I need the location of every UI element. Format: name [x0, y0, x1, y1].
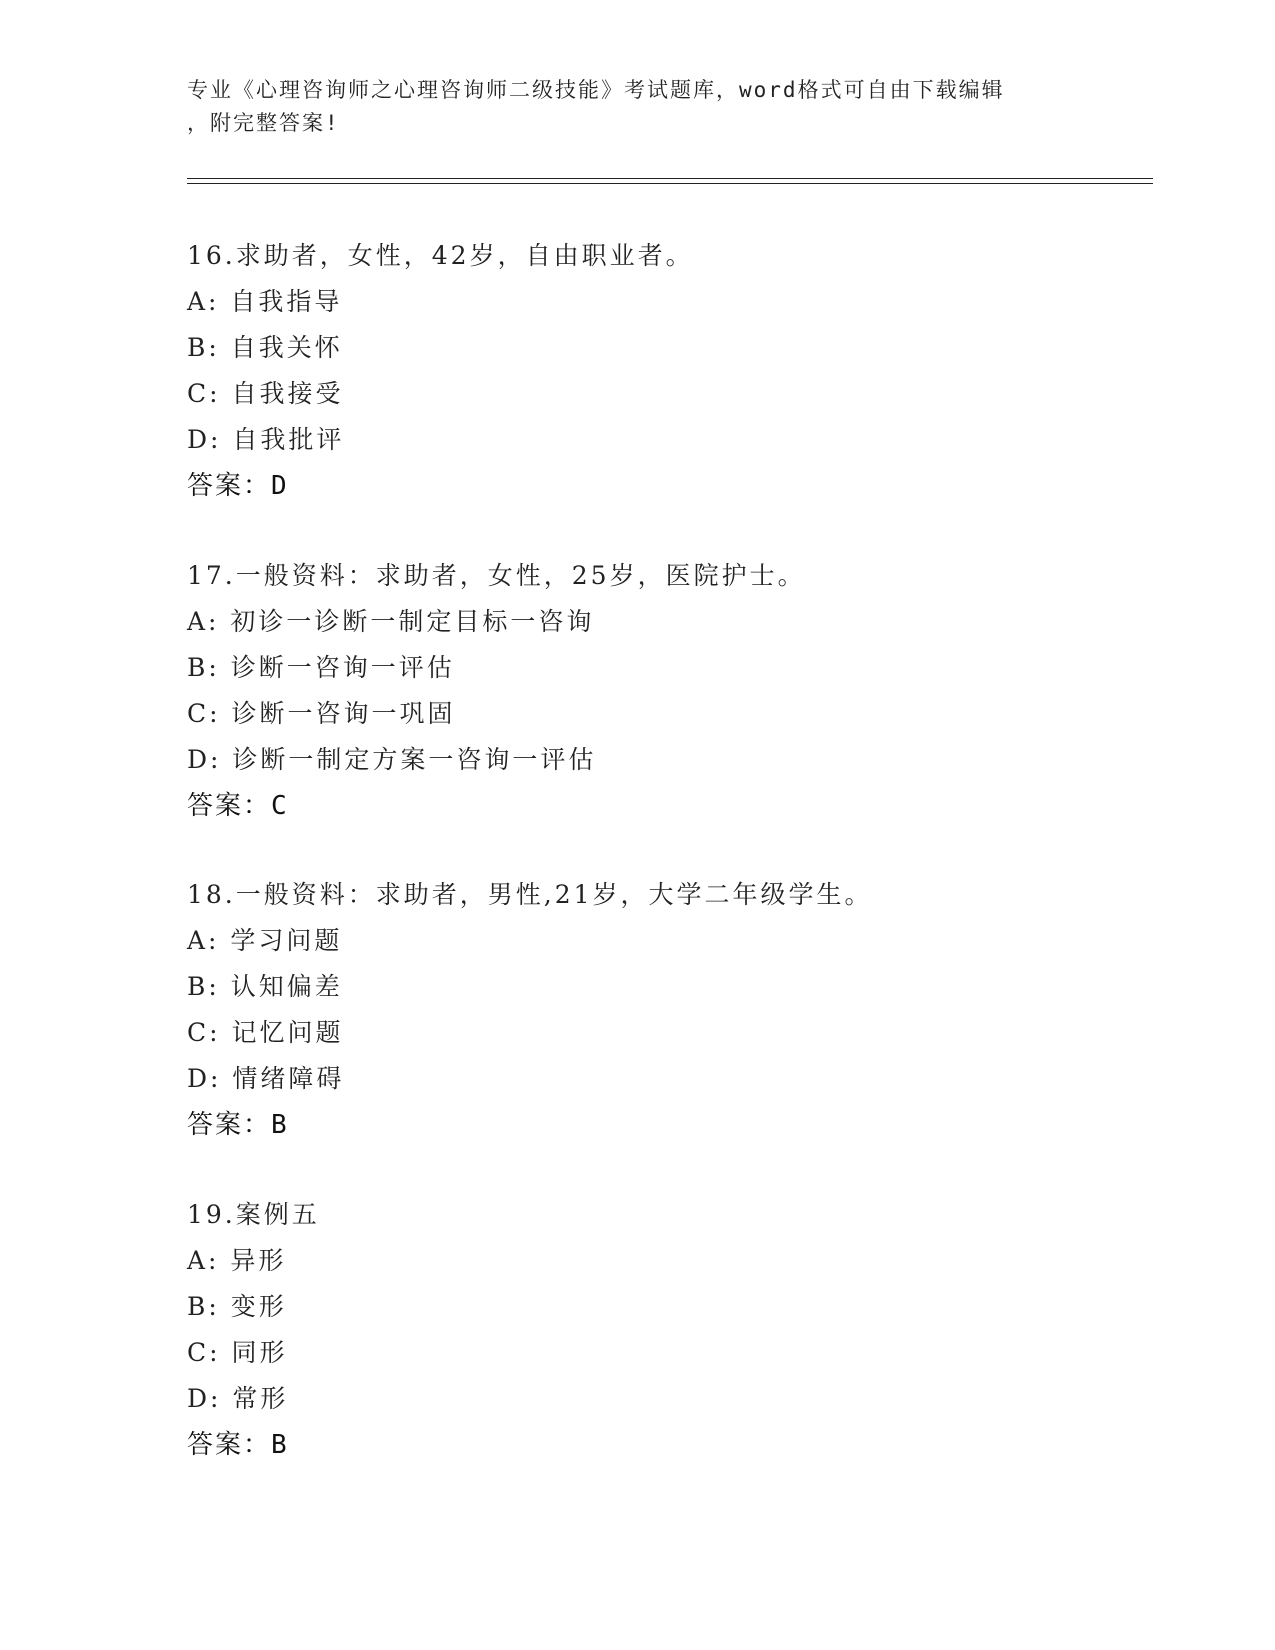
option-b: B: 诊断一咨询一评估	[187, 653, 455, 682]
option-a: A: 异形	[187, 1246, 287, 1275]
option-d: D: 诊断一制定方案一咨询一评估	[187, 745, 597, 774]
option-c: C: 诊断一咨询一巩固	[187, 699, 456, 728]
document-header	[187, 74, 1087, 140]
header-divider-bottom	[187, 183, 1153, 184]
answer-label: 答案：	[187, 1430, 272, 1460]
option-d: D: 自我批评	[187, 425, 345, 454]
question-title: 18.一般资料：求助者，男性,21岁，大学二年级学生。	[187, 880, 873, 909]
question-title: 16.求助者，女性，42岁，自由职业者。	[187, 241, 694, 270]
answer-value: B	[271, 1430, 288, 1460]
question-18	[187, 872, 1147, 1148]
option-a: A: 自我指导	[187, 287, 343, 316]
answer-line	[187, 783, 1147, 829]
option-b: B: 自我关怀	[187, 333, 343, 362]
answer-label: 答案：	[187, 471, 272, 501]
answer-line	[187, 1102, 1147, 1148]
answer-line	[187, 1422, 1147, 1468]
answer-value: C	[271, 791, 288, 821]
option-b: B: 变形	[187, 1292, 287, 1321]
option-c: C: 自我接受	[187, 379, 344, 408]
option-a: A: 学习问题	[187, 926, 343, 955]
question-title: 17.一般资料：求助者，女性，25岁，医院护士。	[187, 561, 806, 590]
option-c: C: 记忆问题	[187, 1018, 344, 1047]
answer-label: 答案：	[187, 1110, 272, 1140]
question-19	[187, 1192, 1147, 1468]
answer-line	[187, 463, 1147, 509]
header-line-2: ，附完整答案!	[187, 111, 340, 135]
answer-value: B	[271, 1110, 288, 1140]
question-title: 19.案例五	[187, 1200, 320, 1229]
option-b: B: 认知偏差	[187, 972, 343, 1001]
option-d: D: 常形	[187, 1384, 289, 1413]
question-17	[187, 553, 1147, 829]
answer-label: 答案：	[187, 791, 272, 821]
option-a: A: 初诊一诊断一制定目标一咨询	[187, 607, 595, 636]
option-c: C: 同形	[187, 1338, 288, 1367]
header-line-1: 专业《心理咨询师之心理咨询师二级技能》考试题库，word格式可自由下载编辑	[187, 78, 1005, 102]
option-d: D: 情绪障碍	[187, 1064, 345, 1093]
question-16	[187, 233, 1147, 509]
header-divider-top	[187, 178, 1153, 179]
answer-value: D	[271, 471, 288, 501]
